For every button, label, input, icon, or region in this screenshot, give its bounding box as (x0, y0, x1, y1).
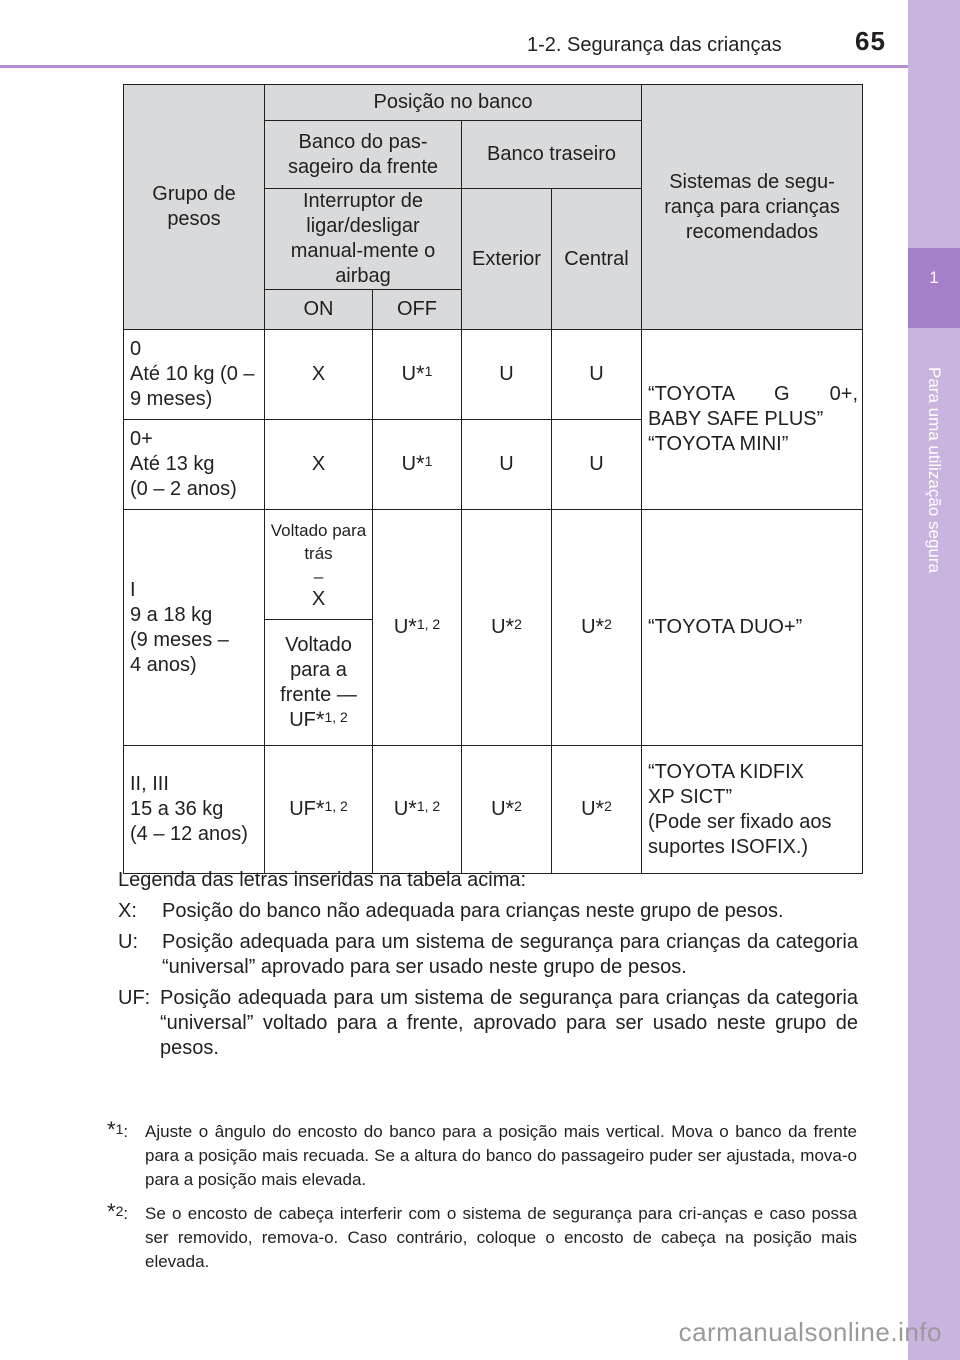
header-on: ON (265, 290, 373, 330)
central-cell: U (552, 330, 642, 420)
off-cell: U*$^{1, 2}$ (373, 510, 462, 746)
chapter-number: 1 (908, 248, 960, 328)
chapter-side-tab (908, 0, 960, 1360)
group-cell: 0 Até 10 kg (0 – 9 meses) (124, 330, 265, 420)
legend (118, 868, 858, 1067)
footnote-1: *$^1$: Ajuste o ângulo do encosto do banco para a posição mais vertical. Mova o banco da frente para a posição mais recuada. Se a altura do banco do passageiro puder ser ajustada, mova-o para a posição mais elevada. (107, 1117, 857, 1189)
legend-item-u (118, 930, 858, 980)
legend-item-x (118, 899, 858, 924)
rear-facing-cell: Voltado para trás – X (265, 510, 373, 620)
central-cell: U*$^2$ (552, 510, 642, 746)
exterior-cell: U (462, 420, 552, 510)
recommended-cell: “TOYOTA G 0+, BABY SAFE PLUS” “TOYOTA MINI” (642, 330, 863, 510)
central-cell: U*$^2$ (552, 746, 642, 874)
legend-key: U: (118, 931, 138, 953)
legend-text: Posição adequada para um sistema de segurança para crianças da categoria “universal” aprovado para ser usado neste grupo de pesos. (162, 931, 858, 978)
exterior-cell: U*$^2$ (462, 746, 552, 874)
group-cell: I 9 a 18 kg (9 meses – 4 anos) (124, 510, 265, 746)
exterior-cell: U (462, 330, 552, 420)
table-row (124, 330, 863, 420)
chapter-title: Para uma utilização segura (925, 366, 944, 574)
recommended-cell: “TOYOTA DUO+” (642, 510, 863, 746)
header-front-passenger: Banco do pas-sageiro da frente (265, 121, 462, 189)
off-cell: U*$^1$ (373, 420, 462, 510)
header-divider (0, 65, 908, 68)
on-cell: X (265, 420, 373, 510)
header-recommended: Sistemas de segu-rança para crianças recomendados (642, 85, 863, 330)
header-central: Central (552, 189, 642, 330)
header-off: OFF (373, 290, 462, 330)
watermark: carmanualsonline.info (678, 1317, 942, 1347)
child-seat-suitability-table (123, 84, 863, 874)
table-row (124, 510, 863, 620)
on-cell: UF*$^{1, 2}$ (265, 746, 373, 874)
group-cell: 0+ Até 13 kg (0 – 2 anos) (124, 420, 265, 510)
legend-item-uf (118, 986, 858, 1061)
section-title: 1-2. Segurança das crianças (527, 34, 782, 56)
footnote-2: *$^2$: Se o encosto de cabeça interferir com o sistema de segurança para cri-anças e caso possa ser removido, remova-o. Caso contrário, coloque o encosto de cabeça na posição mais elevada. (107, 1199, 857, 1271)
recommended-cell: “TOYOTA KIDFIX XP SICT” (Pode ser fixado aos suportes ISOFIX.) (642, 746, 863, 874)
legend-key: X: (118, 900, 137, 922)
forward-facing-cell: Voltado para a frente — UF*$^{1, 2}$ (265, 620, 373, 746)
header-rear-seat: Banco traseiro (462, 121, 642, 189)
header-group: Grupo de pesos (124, 85, 265, 330)
table-row (124, 746, 863, 874)
page-number: 65 (855, 26, 886, 56)
exterior-cell: U*$^2$ (462, 510, 552, 746)
legend-text: Posição adequada para um sistema de segurança para crianças da categoria “universal” voltado para a frente, aprovado para ser usado neste grupo de pesos. (160, 987, 858, 1059)
header-seat-position: Posição no banco (265, 85, 642, 121)
central-cell: U (552, 420, 642, 510)
legend-intro: Legenda das letras inseridas na tabela acima: (118, 869, 527, 891)
group-cell: II, III 15 a 36 kg (4 – 12 anos) (124, 746, 265, 874)
header-airbag-switch: Interruptor de ligar/desligar manual-mente o airbag (265, 189, 462, 290)
legend-key: UF: (118, 987, 151, 1009)
footnotes (107, 1117, 857, 1284)
off-cell: U*$^{1, 2}$ (373, 746, 462, 874)
legend-text: Posição do banco não adequada para crianças neste grupo de pesos. (162, 900, 784, 922)
off-cell: U*$^1$ (373, 330, 462, 420)
header-exterior: Exterior (462, 189, 552, 330)
on-cell: X (265, 330, 373, 420)
